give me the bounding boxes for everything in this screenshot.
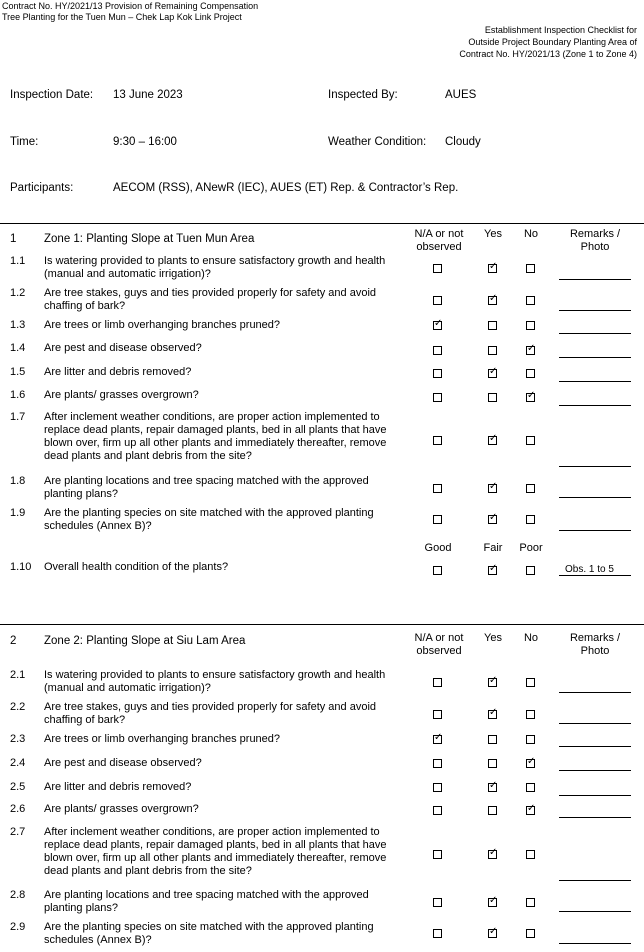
- item-question: Are pest and disease observed?: [44, 757, 202, 769]
- zone-2-col-remarks: Remarks / Photo: [569, 632, 621, 657]
- remarks-line[interactable]: [559, 357, 631, 358]
- remarks-line[interactable]: [559, 943, 631, 944]
- time-value: 9:30 – 16:00: [113, 136, 177, 148]
- checkbox-na[interactable]: [433, 678, 442, 687]
- checkbox-good[interactable]: [433, 566, 442, 575]
- item-question: Are plants/ grasses overgrown?: [44, 389, 199, 401]
- item-number: 2.6: [10, 803, 26, 815]
- time-label: Time:: [10, 136, 39, 148]
- zone-2-col-na: N/A or not observed: [414, 632, 464, 657]
- checkbox-yes[interactable]: [488, 481, 498, 493]
- document-header-left: [2, 1, 258, 23]
- checkbox-yes[interactable]: [488, 433, 498, 445]
- checkbox-na[interactable]: [433, 898, 442, 907]
- checkbox-no[interactable]: [526, 390, 536, 402]
- checkbox-na[interactable]: [433, 346, 442, 355]
- item-question: Are pest and disease observed?: [44, 342, 202, 354]
- zone-2-divider: [0, 624, 644, 625]
- check-icon: ✓: [489, 847, 498, 858]
- checkbox-no[interactable]: [526, 678, 535, 687]
- item-number: 1.8: [10, 475, 26, 487]
- remarks-line[interactable]: [559, 692, 631, 693]
- item-number: 1.2: [10, 287, 26, 299]
- zone-2-col-no: No: [523, 632, 539, 644]
- checkbox-yes[interactable]: [488, 321, 497, 330]
- item-number: 1.6: [10, 389, 26, 401]
- item-question: Is watering provided to plants to ensure satisfactory growth and health (manual and automatic irrigation)?: [44, 669, 386, 694]
- checkbox-yes[interactable]: [488, 512, 498, 524]
- remarks-line[interactable]: [559, 497, 631, 498]
- zone-1-divider: [0, 223, 644, 224]
- check-icon: ✓: [489, 780, 498, 791]
- check-icon: ✓: [527, 390, 536, 401]
- zone-2-title: Zone 2: Planting Slope at Siu Lam Area: [44, 635, 246, 647]
- item-number: 1.10: [10, 561, 32, 573]
- weather-value: Cloudy: [445, 136, 481, 148]
- checkbox-na[interactable]: [433, 484, 442, 493]
- zone-1-col-good: Good: [424, 542, 452, 554]
- item-number: 2.8: [10, 889, 26, 901]
- zone-2-number: 2: [10, 635, 17, 647]
- remarks-line[interactable]: [559, 911, 631, 912]
- item-question: Is watering provided to plants to ensure satisfactory growth and health (manual and automatic irrigation)?: [44, 255, 386, 280]
- check-icon: ✓: [489, 261, 498, 272]
- checkbox-yes[interactable]: [488, 346, 497, 355]
- checkbox-na[interactable]: [433, 515, 442, 524]
- item-number: 1.7: [10, 411, 26, 423]
- checkbox-yes[interactable]: [488, 847, 498, 859]
- checkbox-yes[interactable]: [488, 759, 497, 768]
- remarks-line[interactable]: [559, 575, 631, 576]
- item-number: 1.1: [10, 255, 26, 267]
- inspected-by-value: AUES: [445, 89, 477, 101]
- zone-1-col-remarks: Remarks / Photo: [569, 228, 621, 253]
- item-question: After inclement weather conditions, are proper action implemented to replace dead plants, repair damaged plants, bed in all plants that have blown over, firm up all other plants and immediately thereafter, remove dead plants and plant debris from the site?: [44, 411, 387, 462]
- check-icon: ✓: [489, 707, 498, 718]
- inspection-date-label: Inspection Date:: [10, 89, 94, 101]
- checkbox-yes[interactable]: [488, 780, 498, 792]
- item-number: 1.5: [10, 366, 26, 378]
- checkbox-yes[interactable]: [488, 926, 498, 938]
- checkbox-na[interactable]: [433, 710, 442, 719]
- remarks-line[interactable]: [559, 279, 631, 280]
- document-header-right: [459, 24, 637, 60]
- checkbox-no[interactable]: [526, 343, 536, 355]
- remarks-line[interactable]: [559, 795, 631, 796]
- check-icon: ✓: [434, 318, 443, 329]
- checkbox-yes[interactable]: [488, 707, 498, 719]
- doc-title-line-2: Outside Project Boundary Planting Area of: [468, 37, 637, 47]
- item-number: 2.2: [10, 701, 26, 713]
- checkbox-yes[interactable]: [488, 393, 497, 402]
- remarks-line[interactable]: [559, 405, 631, 406]
- checkbox-na[interactable]: [433, 806, 442, 815]
- remarks-line[interactable]: [559, 723, 631, 724]
- zone-1-title: Zone 1: Planting Slope at Tuen Mun Area: [44, 233, 255, 245]
- checkbox-no[interactable]: [526, 756, 536, 768]
- checkbox-yes[interactable]: [488, 293, 498, 305]
- item-number: 1.9: [10, 507, 26, 519]
- participants-value: AECOM (RSS), ANewR (IEC), AUES (ET) Rep. & Contractor’s Rep.: [113, 182, 459, 194]
- zone-1-number: 1: [10, 233, 17, 245]
- item-question: After inclement weather conditions, are proper action implemented to replace dead plants, repair damaged plants, bed in all plants that have blown over, firm up all other plants and immediately thereafter, remove dead plants and plant debris from the site?: [44, 826, 387, 877]
- check-icon: ✓: [489, 433, 498, 444]
- remarks-line[interactable]: [559, 310, 631, 311]
- checkbox-yes[interactable]: [488, 366, 498, 378]
- item-number: 2.9: [10, 921, 26, 933]
- check-icon: ✓: [489, 481, 498, 492]
- checkbox-no[interactable]: [526, 264, 535, 273]
- check-icon: ✓: [527, 803, 536, 814]
- checkbox-yes[interactable]: [488, 675, 498, 687]
- checkbox-yes[interactable]: [488, 806, 497, 815]
- item-number: 2.5: [10, 781, 26, 793]
- item-number: 2.1: [10, 669, 26, 681]
- check-icon: ✓: [489, 895, 498, 906]
- remarks-line[interactable]: [559, 880, 631, 881]
- check-icon: ✓: [489, 293, 498, 304]
- contract-line: Contract No. HY/2021/13 Provision of Remaining Compensation: [2, 1, 259, 11]
- item-question: Are trees or limb overhanging branches pruned?: [44, 733, 281, 745]
- item-number: 1.4: [10, 342, 26, 354]
- item-question: Are litter and debris removed?: [44, 781, 192, 793]
- inspection-date-value: 13 June 2023: [113, 89, 183, 101]
- checkbox-yes[interactable]: [488, 261, 498, 273]
- zone-1-col-na: N/A or not observed: [414, 228, 464, 253]
- checkbox-na[interactable]: [433, 264, 442, 273]
- check-icon: ✓: [489, 675, 498, 686]
- remarks-line[interactable]: [559, 381, 631, 382]
- checkbox-na[interactable]: [433, 369, 442, 378]
- item-question: Are planting locations and tree spacing matched with the approved planting plans?: [44, 889, 369, 914]
- remarks-line[interactable]: [559, 466, 631, 467]
- zone-1-col-poor: Poor: [519, 542, 543, 554]
- participants-label: Participants:: [10, 182, 74, 194]
- inspected-by-label: Inspected By:: [328, 89, 398, 101]
- checkbox-no[interactable]: [526, 783, 535, 792]
- checkbox-yes[interactable]: [488, 895, 498, 907]
- checkbox-na[interactable]: [433, 929, 442, 938]
- zone-1-col-yes: Yes: [484, 228, 502, 240]
- remarks-text: Obs. 1 to 5: [565, 564, 614, 575]
- checkbox-no[interactable]: [526, 850, 535, 859]
- item-question: Are plants/ grasses overgrown?: [44, 803, 199, 815]
- checkbox-na[interactable]: [433, 732, 443, 744]
- checkbox-na[interactable]: [433, 318, 443, 330]
- check-icon: ✓: [527, 756, 536, 767]
- checkbox-no[interactable]: [526, 898, 535, 907]
- weather-label: Weather Condition:: [328, 136, 427, 148]
- zone-1-col-fair: Fair: [483, 542, 503, 554]
- item-number: 1.3: [10, 319, 26, 331]
- checkbox-no[interactable]: [526, 803, 536, 815]
- checkbox-poor[interactable]: [526, 566, 535, 575]
- checkbox-na[interactable]: [433, 393, 442, 402]
- checkbox-no[interactable]: [526, 436, 535, 445]
- check-icon: ✓: [434, 732, 443, 743]
- checkbox-no[interactable]: [526, 369, 535, 378]
- item-question: Are planting locations and tree spacing matched with the approved planting plans?: [44, 475, 369, 500]
- zone-2-col-yes: Yes: [484, 632, 502, 644]
- check-icon: ✓: [489, 563, 498, 574]
- checkbox-na[interactable]: [433, 296, 442, 305]
- checkbox-na[interactable]: [433, 759, 442, 768]
- check-icon: ✓: [527, 343, 536, 354]
- item-question: Are tree stakes, guys and ties provided properly for safety and avoid chaffing of bark?: [44, 287, 377, 312]
- doc-title-line-1: Establishment Inspection Checklist for: [484, 25, 637, 35]
- item-number: 2.4: [10, 757, 26, 769]
- item-question: Overall health condition of the plants?: [44, 561, 229, 573]
- checkbox-no[interactable]: [526, 929, 535, 938]
- item-question: Are trees or limb overhanging branches pruned?: [44, 319, 281, 331]
- checkbox-no[interactable]: [526, 484, 535, 493]
- item-question: Are tree stakes, guys and ties provided properly for safety and avoid chaffing of bark?: [44, 701, 377, 726]
- item-question: Are litter and debris removed?: [44, 366, 192, 378]
- item-number: 2.3: [10, 733, 26, 745]
- remarks-line[interactable]: [559, 746, 631, 747]
- checkbox-yes[interactable]: [488, 735, 497, 744]
- item-question: Are the planting species on site matched with the approved planting schedules (Annex B)?: [44, 507, 374, 532]
- checkbox-na[interactable]: [433, 850, 442, 859]
- checkbox-no[interactable]: [526, 515, 535, 524]
- checkbox-na[interactable]: [433, 436, 442, 445]
- remarks-line[interactable]: [559, 817, 631, 818]
- doc-title-line-3: Contract No. HY/2021/13 (Zone 1 to Zone 4): [459, 49, 637, 59]
- item-number: 2.7: [10, 826, 26, 838]
- check-icon: ✓: [489, 366, 498, 377]
- remarks-line[interactable]: [559, 530, 631, 531]
- checkbox-fair[interactable]: [488, 563, 498, 575]
- checkbox-na[interactable]: [433, 783, 442, 792]
- check-icon: ✓: [489, 926, 498, 937]
- checkbox-no[interactable]: [526, 296, 535, 305]
- item-question: Are the planting species on site matched with the approved planting schedules (Annex B)?: [44, 921, 374, 946]
- check-icon: ✓: [489, 512, 498, 523]
- checkbox-no[interactable]: [526, 735, 535, 744]
- remarks-line[interactable]: [559, 770, 631, 771]
- remarks-line[interactable]: [559, 333, 631, 334]
- checkbox-no[interactable]: [526, 710, 535, 719]
- zone-1-col-no: No: [523, 228, 539, 240]
- checkbox-no[interactable]: [526, 321, 535, 330]
- project-line: Tree Planting for the Tuen Mun – Chek Lap Kok Link Project: [2, 12, 242, 22]
